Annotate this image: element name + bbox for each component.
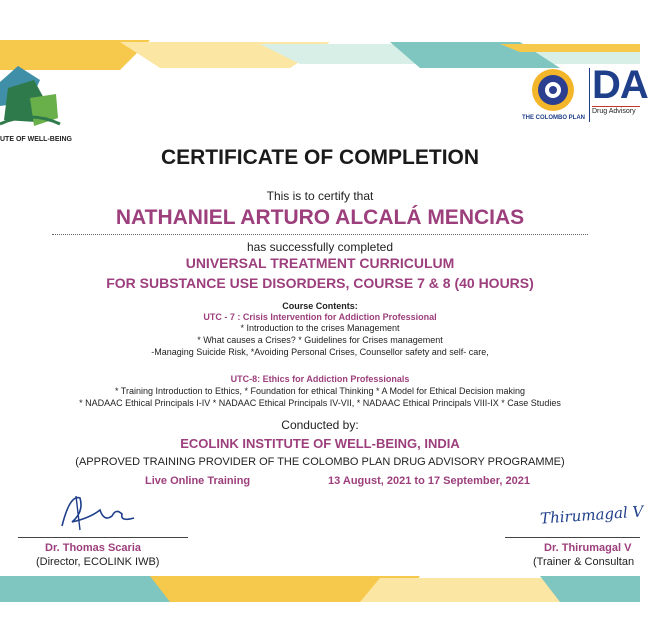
utc8-line: * NADAAC Ethical Principals I-IV * NADAAC Ethical Principals IV-VII, * NADAAC Ethical Principals VIII-IX * Case Studies [79, 398, 561, 408]
top-decor-band [0, 38, 640, 72]
signatory-name-left: Dr. Thomas Scaria [45, 542, 141, 554]
institute-name: ECOLINK INSTITUTE OF WELL-BEING, INDIA [180, 436, 460, 451]
signatory-role-right: (Trainer & Consultan [533, 556, 635, 568]
dap-letters: DA [592, 63, 648, 107]
utc8-line: * Training Introduction to Ethics, * Foundation for ethical Thinking * A Model for Ethical Decision making [114, 386, 526, 396]
ecolink-logo [0, 62, 70, 154]
course-title-line2: FOR SUBSTANCE USE DISORDERS, COURSE 7 & 8 (40 HOURS) [106, 275, 534, 291]
logo-divider [589, 68, 590, 122]
signature-thirumagal: Thirumagal V [539, 502, 644, 528]
course-contents-heading: Course Contents: [282, 301, 358, 311]
ecolink-logo-text: UTE OF WELL-BEING [0, 136, 72, 143]
approval-line: (APPROVED TRAINING PROVIDER OF THE COLOMBO PLAN DRUG ADVISORY PROGRAMME) [75, 456, 565, 468]
signature-scaria [50, 488, 140, 534]
certify-line: This is to certify that [266, 189, 374, 203]
utc8-title: UTC-8: Ethics for Addiction Professionals [230, 374, 410, 384]
training-dates: 13 August, 2021 to 17 September, 2021 [328, 475, 530, 487]
signatory-role-left: (Director, ECOLINK IWB) [36, 556, 160, 568]
utc7-line: * Introduction to the crises Management [240, 323, 400, 333]
certificate-title: CERTIFICATE OF COMPLETION [160, 146, 480, 169]
utc7-line: -Managing Suicide Risk, *Avoiding Personal Crises, Counsellor safety and self- care, [151, 347, 489, 357]
bottom-decor-band [0, 574, 640, 604]
dap-subtitle: Drug Advisory [592, 106, 640, 115]
utc7-title: UTC - 7 : Crisis Intervention for Addiction Professional [203, 312, 437, 322]
dap-logo [592, 63, 648, 124]
book-leaf-icon [0, 62, 70, 132]
colombo-plan-emblem-icon [530, 68, 576, 112]
utc7-line: * What causes a Crises? * Guidelines for Crises management [197, 335, 443, 345]
colombo-plan-logo [522, 68, 588, 124]
signature-line-left [18, 537, 188, 538]
name-dotted-line [52, 234, 588, 235]
signature-line-right [505, 537, 640, 538]
training-mode: Live Online Training [145, 475, 251, 487]
signatory-name-right: Dr. Thirumagal V [544, 542, 632, 554]
conducted-by: Conducted by: [281, 418, 359, 432]
colombo-plan-label: THE COLOMBO PLAN [522, 115, 585, 121]
completed-line: has successfully completed [246, 240, 394, 254]
course-title-line1: UNIVERSAL TREATMENT CURRICULUM [185, 255, 455, 271]
recipient-name: NATHANIEL ARTURO ALCALÁ MENCIAS [115, 206, 525, 229]
